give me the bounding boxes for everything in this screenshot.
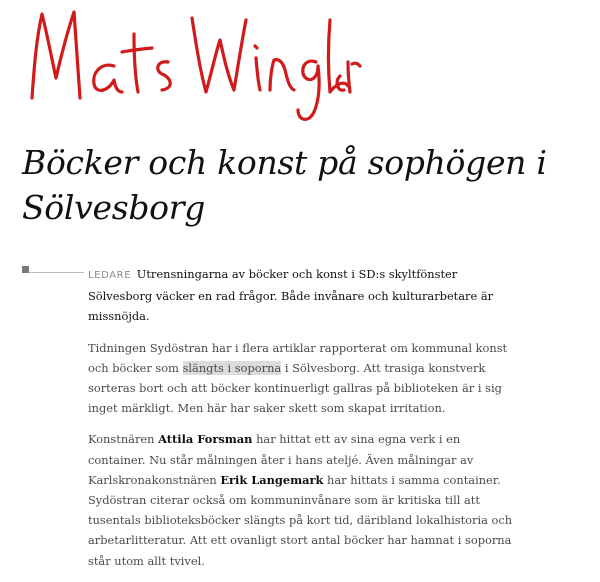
- p2-text-1: Konstnären: [88, 432, 159, 447]
- p2-text-3: har hittats i samma container. Sydöstran citerar också om kommuninvånare som är kritiska till att tusentals biblioteksböcker slängts på kort tid, däribland lokalhistoria och arbetarlitteratur. Att ett ovanligt stort antal böcker har hamnat i soporna står utom allt tvivel.: [88, 472, 513, 568]
- paragraph-2: [88, 429, 516, 570]
- section-marker: [22, 266, 84, 274]
- marker-square: [22, 266, 29, 273]
- lead-paragraph: [88, 264, 516, 327]
- section-label: LEDARE: [88, 270, 132, 281]
- article-headline: Böcker och konst på sophögen i Sölvesborg: [22, 143, 547, 227]
- highlighted-text: slängts i soporna: [182, 360, 282, 375]
- author-signature: [22, 0, 362, 128]
- signature-handwriting: [22, 0, 362, 128]
- p1-text-after: i Sölvesborg. Att trasiga konstverk sorteras bort och att böcker kontinuerligt gallras på biblioteken är i sig inget märkligt. Men här har saker skett som skapat irritation.: [88, 360, 502, 416]
- paragraph-1: [88, 338, 516, 419]
- marker-line: [29, 272, 84, 273]
- p2-text-2: har hittat ett av sina egna verk i en container. Nu står målningen åter i hans ateljé. Även målningar av Karlskronakonstnären: [88, 432, 474, 487]
- person-name-attila: Attila Forsman: [158, 432, 253, 447]
- person-name-erik: Erik Langemark: [220, 472, 324, 487]
- article-body: [88, 264, 516, 582]
- p1-text-before: Tidningen Sydöstran har i flera artiklar rapporterat om kommunal konst och böcker som: [88, 340, 508, 375]
- lead-text: Utrensningarna av böcker och konst i SD:s skyltfönster Sölvesborg väcker en rad frågor. Både invånare och kulturarbetare är missnöjda.: [88, 267, 494, 324]
